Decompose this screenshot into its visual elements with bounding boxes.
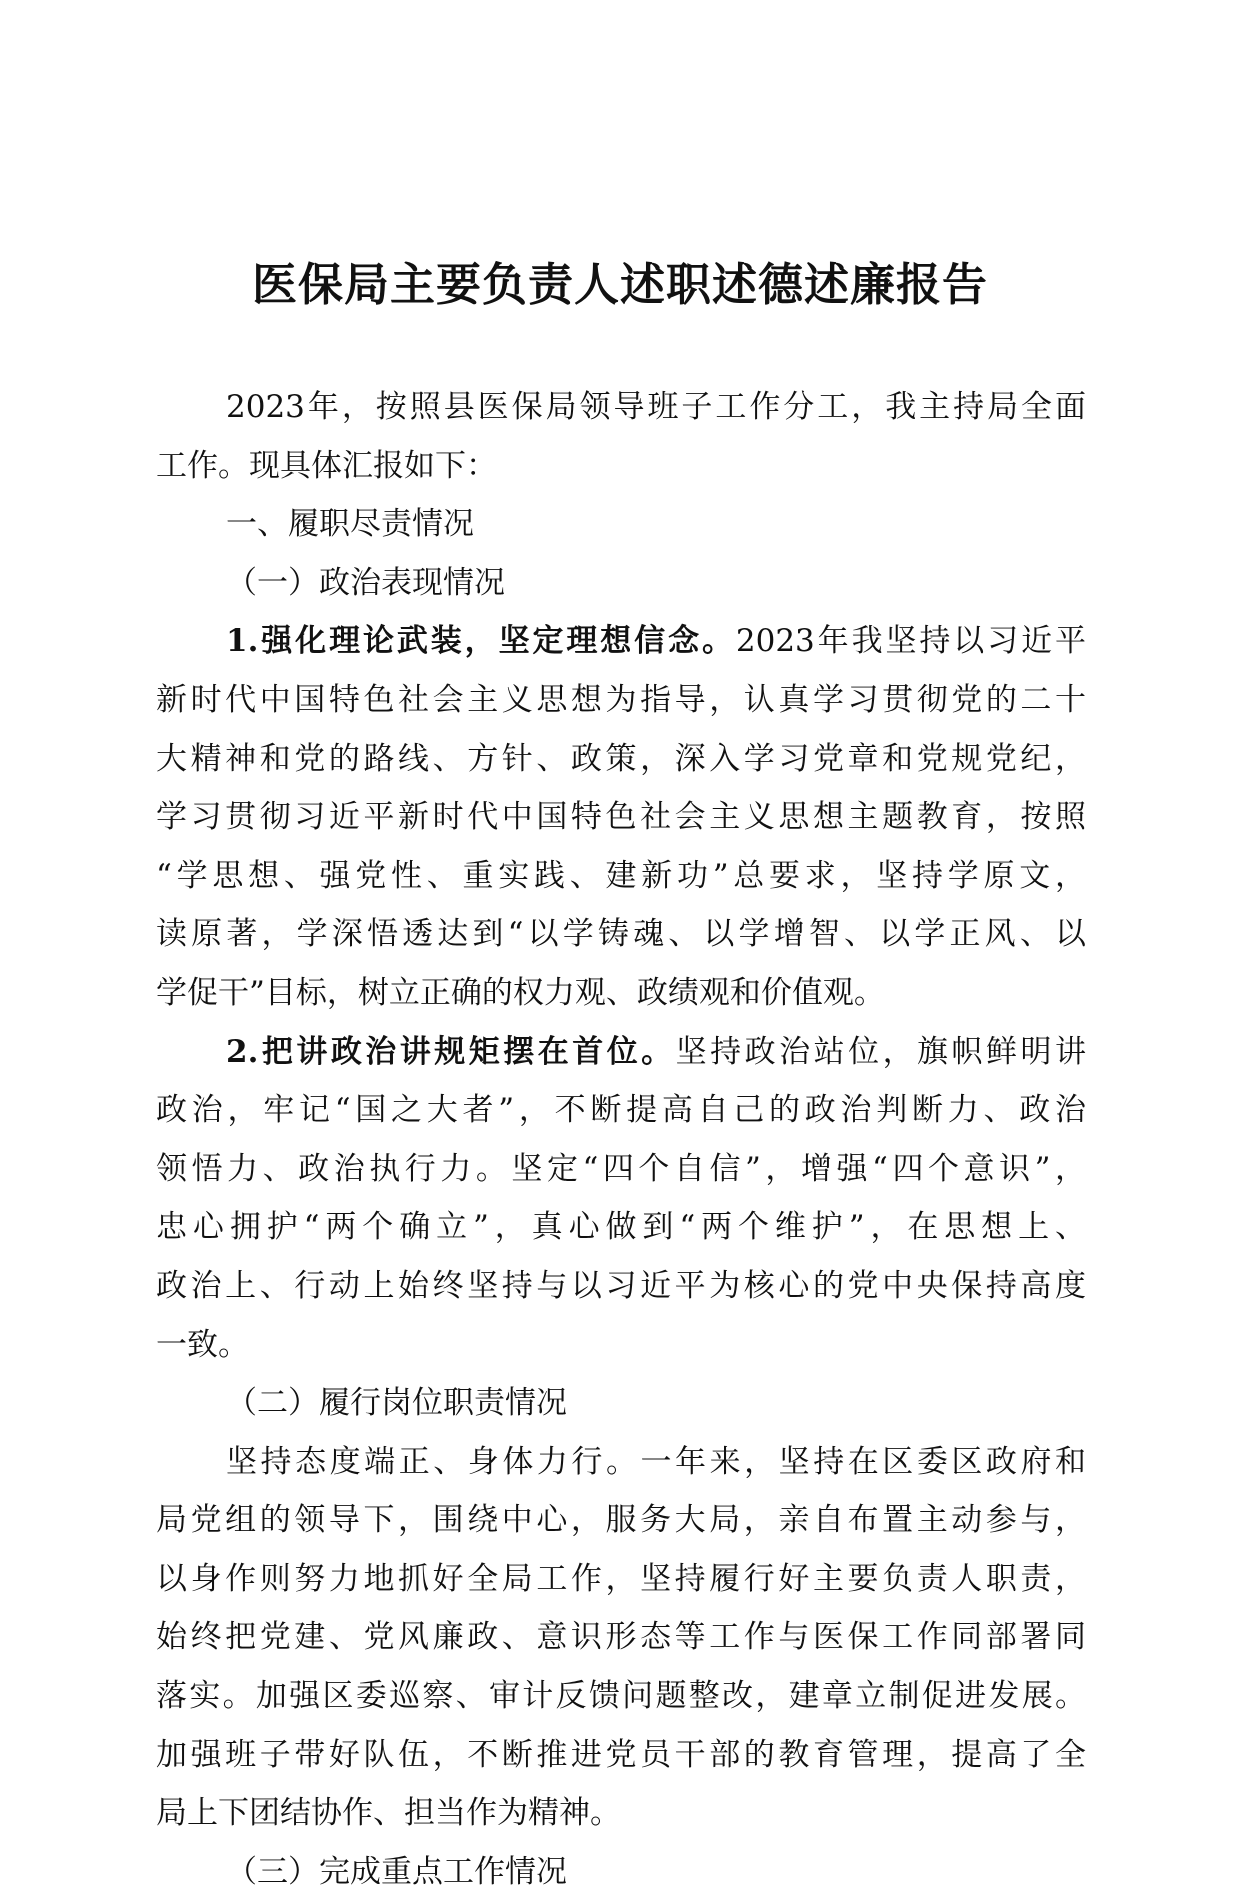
paragraph-line: 学促干”目标，树立正确的权力观、政绩观和价值观。 [156, 974, 885, 1011]
paragraph-line: 落实。加强区委巡察、审计反馈问题整改，建章立制促进发展。 [156, 1678, 1086, 1715]
paragraph-lead: 1.强化理论武装，坚定理想信念。 [226, 623, 736, 660]
paragraph-line: 读原著，学深悟透达到“以学铸魂、以学增智、以学正风、以 [156, 916, 1086, 953]
paragraph-line: 领悟力、政治执行力。坚定“四个自信”，增强“四个意识”， [156, 1150, 1086, 1187]
subsection-heading: （一）政治表现情况 [226, 564, 505, 601]
paragraph-line: 始终把党建、党风廉政、意识形态等工作与医保工作同部署同 [156, 1619, 1086, 1656]
paragraph-line: 2023年，按照县医保局领导班子工作分工，我主持局全面 [226, 389, 1086, 425]
paragraph-lead: 2.把讲政治讲规矩摆在首位。 [226, 1033, 676, 1070]
paragraph-line: 以身作则努力地抓好全局工作，坚持履行好主要负责人职责， [156, 1560, 1086, 1597]
paragraph-line: 工作。现具体汇报如下： [156, 447, 497, 484]
paragraph-line: 政治，牢记“国之大者”，不断提高自己的政治判断力、政治 [156, 1092, 1086, 1129]
paragraph-line: 大精神和党的路线、方针、政策，深入学习党章和党规党纪， [156, 740, 1086, 777]
paragraph-line: 新时代中国特色社会主义思想为指导，认真学习贯彻党的二十 [156, 681, 1086, 718]
document-body [156, 378, 1086, 1901]
paragraph-line [156, 1023, 1086, 1082]
document-title: 医保局主要负责人述职述德述廉报告 [251, 258, 988, 311]
paragraph-line: 忠心拥护“两个确立”，真心做到“两个维护”，在思想上、 [156, 1209, 1086, 1246]
subsection-heading: （三）完成重点工作情况 [226, 1853, 567, 1890]
paragraph-line: 局上下团结协作、担当作为精神。 [156, 1795, 621, 1832]
paragraph-line: 坚持态度端正、身体力行。一年来，坚持在区委区政府和 [226, 1443, 1086, 1480]
paragraph-line: 局党组的领导下，围绕中心，服务大局，亲自布置主动参与， [156, 1502, 1086, 1539]
paragraph-line: 加强班子带好队伍，不断推进党员干部的教育管理，提高了全 [156, 1736, 1086, 1773]
subsection-heading: （二）履行岗位职责情况 [226, 1385, 567, 1422]
paragraph-line: “学思想、强党性、重实践、建新功”总要求，坚持学原文， [156, 857, 1086, 894]
paragraph-text: 2023年我坚持以习近平 [735, 623, 1086, 660]
paragraph-line: 一致。 [156, 1326, 249, 1363]
paragraph-text: 坚持政治站位，旗帜鲜明讲 [675, 1033, 1086, 1070]
section-heading: 一、履职尽责情况 [226, 506, 474, 543]
paragraph-line [156, 612, 1086, 671]
paragraph-line: 政治上、行动上始终坚持与以习近平为核心的党中央保持高度 [156, 1267, 1086, 1304]
paragraph-line: 学习贯彻习近平新时代中国特色社会主义思想主题教育，按照 [156, 799, 1086, 836]
